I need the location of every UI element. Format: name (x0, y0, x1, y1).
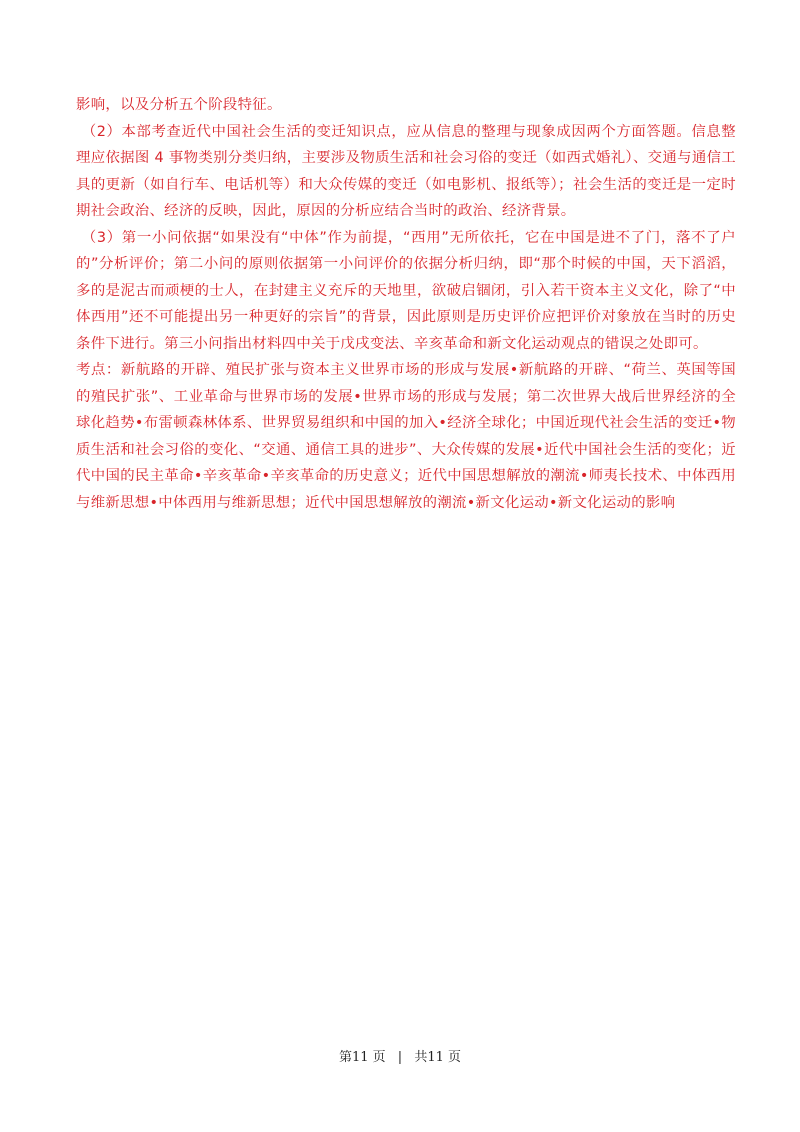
paragraph-question-3: （3）第一小问依据“如果没有“中体”作为前提，“西用”无所依托，它在中国是进不了门，落不了户的”分析评价；第二小问的原则依据第一小问评价的依据分析归纳，即“那个时候的中国，天下滔滔，多的是泥古而顽梗的士人，在封建主义充斥的天地里，欲破启锢闭，引入若干资本主义文化，除了“中体西用”还不可能提出另一种更好的宗旨”的背景，因此原则是历史评价应把评价对象放在当时的历史条件下进行。第三小问指出材料四中关于戊戌变法、辛亥革命和新文化运动观点的错误之处即可。 (76, 229, 736, 352)
page-footer (0, 1046, 800, 1065)
page-number-current: 第11 页 (338, 1050, 386, 1065)
page-number-total: 共11 页 (414, 1050, 462, 1065)
paragraph-question-2: （2）本部考查近代中国社会生活的变迁知识点，应从信息的整理与现象成因两个方面答题。信息整理应依据图 4 事物类别分类归纳，主要涉及物质生活和社会习俗的变迁（如西式婚礼）、交通与通信工具的更新（如自行车、电话机等）和大众传媒的变迁（如电影机、报纸等）；社会生活的变迁是一定时期社会政治、经济的反映，因此，原因的分析应结合当时的政治、经济背景。 (76, 123, 736, 219)
paragraph-exam-points: 考点：新航路的开辟、殖民扩张与资本主义世界市场的形成与发展•新航路的开辟、“荷兰、英国等国的殖民扩张”、工业革命与世界市场的发展•世界市场的形成与发展；第二次世界大战后世界经济的全球化趋势•布雷顿森林体系、世界贸易组织和中国的加入•经济全球化；中国近现代社会生活的变迁•物质生活和社会习俗的变化、“交通、通信工具的进步”、大众传媒的发展•近代中国社会生活的变化；近代中国的民主革命•辛亥革命•辛亥革命的历史意义；近代中国思想解放的潮流•师夷长技术、中体西用与维新思想•中体西用与维新思想；近代中国思想解放的潮流•新文化运动•新文化运动的影响 (76, 362, 736, 511)
paragraph-intro-continuation: 影响，以及分析五个阶段特征。 (76, 97, 282, 113)
page-number-separator: | (397, 1050, 403, 1065)
answer-analysis-text (76, 92, 736, 516)
